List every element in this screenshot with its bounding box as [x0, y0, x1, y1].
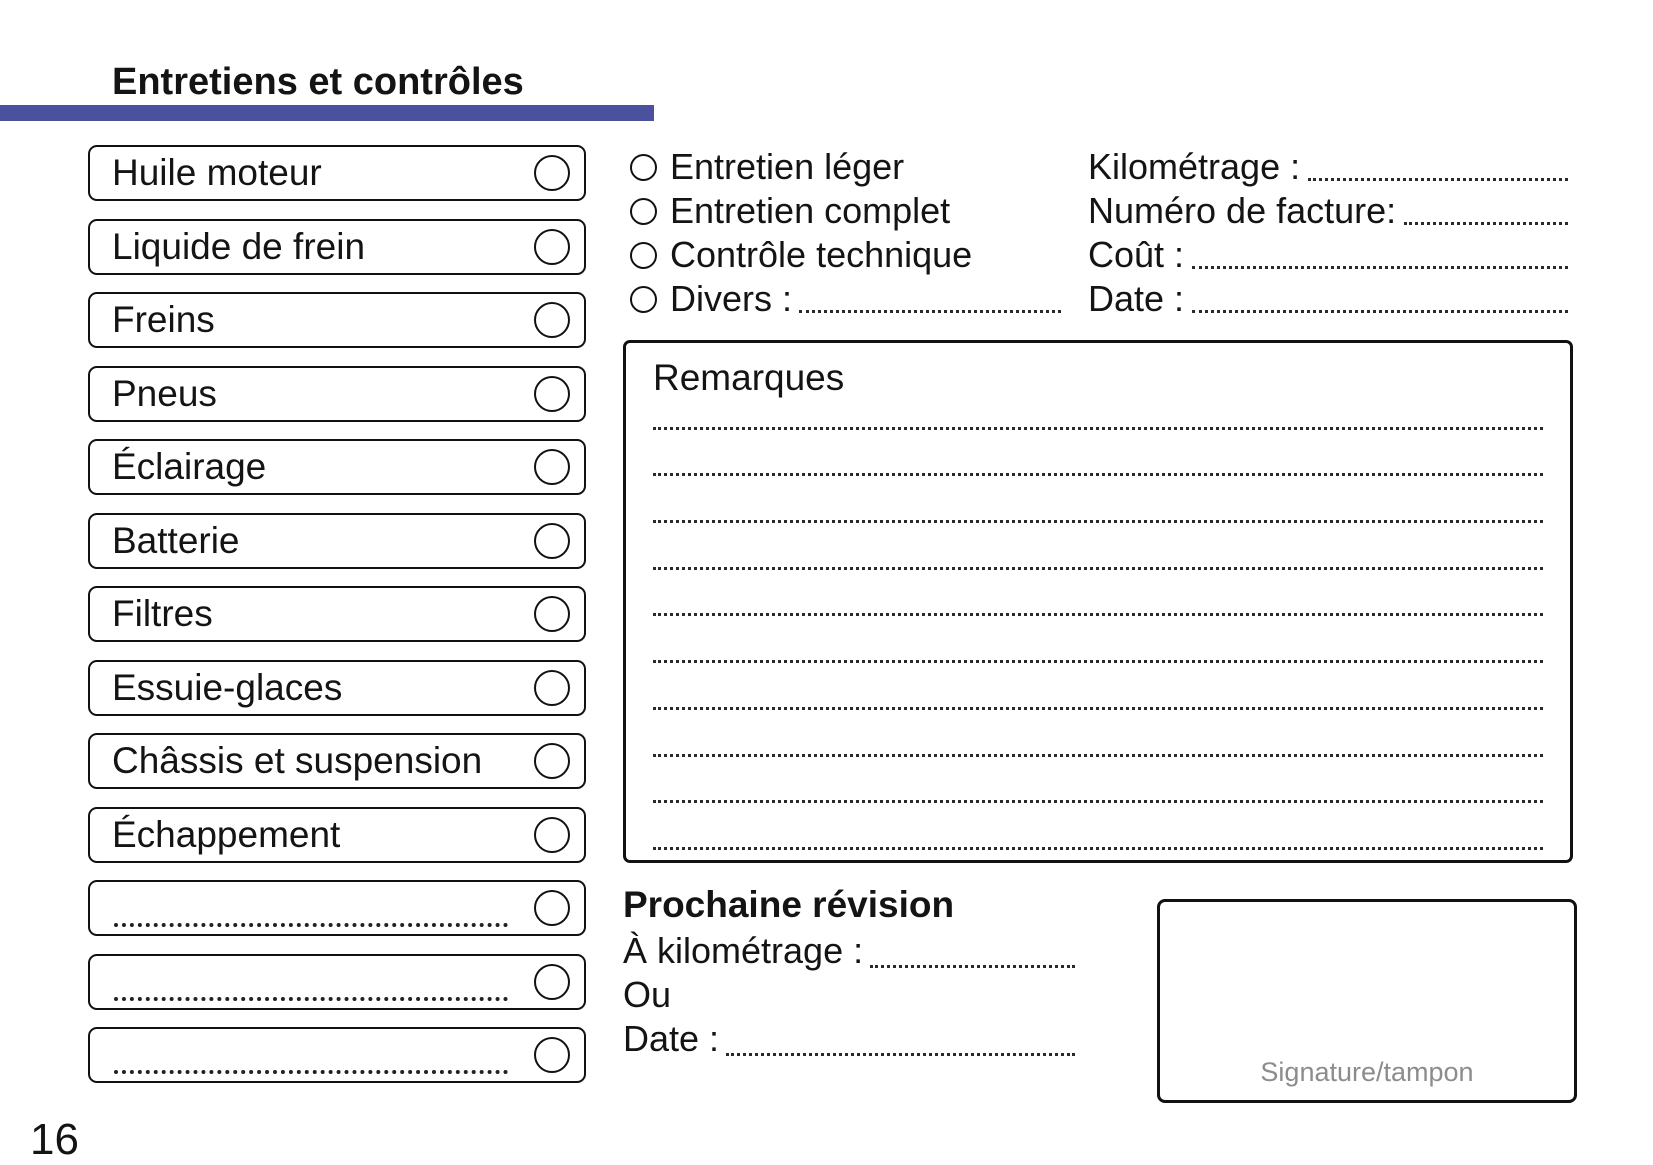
signature-label: Signature/tampon [1260, 1057, 1474, 1087]
remarks-write-lines [653, 383, 1543, 850]
invoice-field-label: Kilométrage : [1088, 146, 1301, 187]
checklist-item-label: Essuie-glaces [112, 666, 343, 708]
remarks-dotted-line [653, 616, 1543, 663]
service-type-options [630, 146, 1061, 328]
remarks-dotted-line [653, 476, 1543, 523]
checklist-item-label: Pneus [112, 372, 217, 414]
checklist-row-blank [88, 1027, 586, 1083]
checklist-item-label: Châssis et suspension [112, 740, 483, 781]
checklist-item-label: Liquide de frein [112, 225, 366, 267]
remarks-dotted-line [653, 430, 1543, 477]
remarks-dotted-line [653, 663, 1543, 710]
checklist-row [88, 292, 586, 348]
invoice-field-label: Date : [1088, 278, 1185, 319]
check-circle [534, 890, 570, 926]
checklist-row-blank [88, 954, 586, 1010]
invoice-field-row [1088, 278, 1568, 319]
radio-circle [630, 198, 657, 225]
dotted-entry-line [726, 1023, 1075, 1056]
next-service-title: Prochaine révision [623, 884, 955, 925]
dotted-fill-line [114, 1036, 508, 1074]
page-title: Entretiens et contrôles [112, 61, 524, 103]
checklist-row [88, 660, 586, 716]
service-type-row [630, 278, 1061, 319]
check-circle [534, 155, 570, 191]
next-service-section [623, 883, 1075, 1061]
dotted-entry-line [799, 286, 1061, 313]
dotted-entry-line [1308, 154, 1568, 181]
checklist-item-label: Freins [112, 299, 215, 340]
check-circle [534, 743, 570, 779]
remarks-title: Remarques [653, 357, 845, 398]
check-circle [534, 523, 570, 559]
service-type-label: Contrôle technique [670, 234, 973, 275]
check-circle [534, 964, 570, 1000]
remarks-box [623, 340, 1573, 863]
signature-box [1157, 899, 1577, 1103]
radio-circle [630, 154, 657, 181]
check-circle [534, 302, 570, 338]
checklist-row [88, 807, 586, 863]
invoice-field-label: Coût : [1088, 234, 1185, 275]
service-type-label: Divers : [670, 278, 793, 319]
checklist-row [88, 145, 586, 201]
dotted-fill-line [114, 963, 508, 1001]
invoice-field-row [1088, 190, 1568, 231]
next-service-date-row [623, 1017, 1075, 1061]
checklist-item-label: Échappement [112, 813, 341, 855]
remarks-dotted-line [653, 757, 1543, 804]
checklist-row-blank [88, 880, 586, 936]
dotted-entry-line [870, 935, 1075, 968]
dotted-fill-line [114, 889, 508, 927]
checklist-row [88, 733, 586, 789]
checklist-row [88, 513, 586, 569]
next-service-date-label: Date : [623, 1018, 720, 1059]
checklist-row [88, 366, 586, 422]
checklist-item-label: Batterie [112, 519, 240, 561]
service-type-row [630, 190, 1061, 231]
checklist-item-label: Huile moteur [112, 152, 322, 193]
radio-circle [630, 242, 657, 269]
remarks-dotted-line [653, 570, 1543, 617]
next-service-or-label: Ou [623, 974, 672, 1015]
checklist-row [88, 439, 586, 495]
remarks-dotted-line [653, 710, 1543, 757]
checklist-row [88, 219, 586, 275]
check-circle [534, 817, 570, 853]
check-circle [534, 670, 570, 706]
dotted-entry-line [1192, 286, 1568, 313]
page-number: 16 [30, 1115, 79, 1164]
maintenance-checklist [88, 145, 586, 1083]
remarks-dotted-line [653, 803, 1543, 850]
service-type-row [630, 146, 1061, 187]
check-circle [534, 376, 570, 412]
invoice-field-row [1088, 146, 1568, 187]
check-circle [534, 449, 570, 485]
check-circle [534, 229, 570, 265]
invoice-detail-fields [1088, 146, 1568, 328]
check-circle [534, 1037, 570, 1073]
checklist-item-label: Filtres [112, 593, 213, 634]
next-service-km-row [623, 929, 1075, 973]
service-type-row [630, 234, 1061, 275]
checklist-item-label: Éclairage [112, 446, 267, 487]
radio-circle [630, 286, 657, 313]
remarks-dotted-line [653, 523, 1543, 570]
next-service-km-label: À kilométrage : [623, 930, 864, 971]
remarks-dotted-line [653, 383, 1543, 430]
checklist-row [88, 586, 586, 642]
title-underline-bar [0, 105, 654, 121]
dotted-entry-line [1192, 242, 1568, 269]
service-type-label: Entretien complet [670, 190, 951, 231]
invoice-field-row [1088, 234, 1568, 275]
invoice-field-label: Numéro de facture: [1088, 190, 1397, 231]
service-type-label: Entretien léger [670, 146, 905, 187]
dotted-entry-line [1404, 198, 1568, 225]
check-circle [534, 596, 570, 632]
